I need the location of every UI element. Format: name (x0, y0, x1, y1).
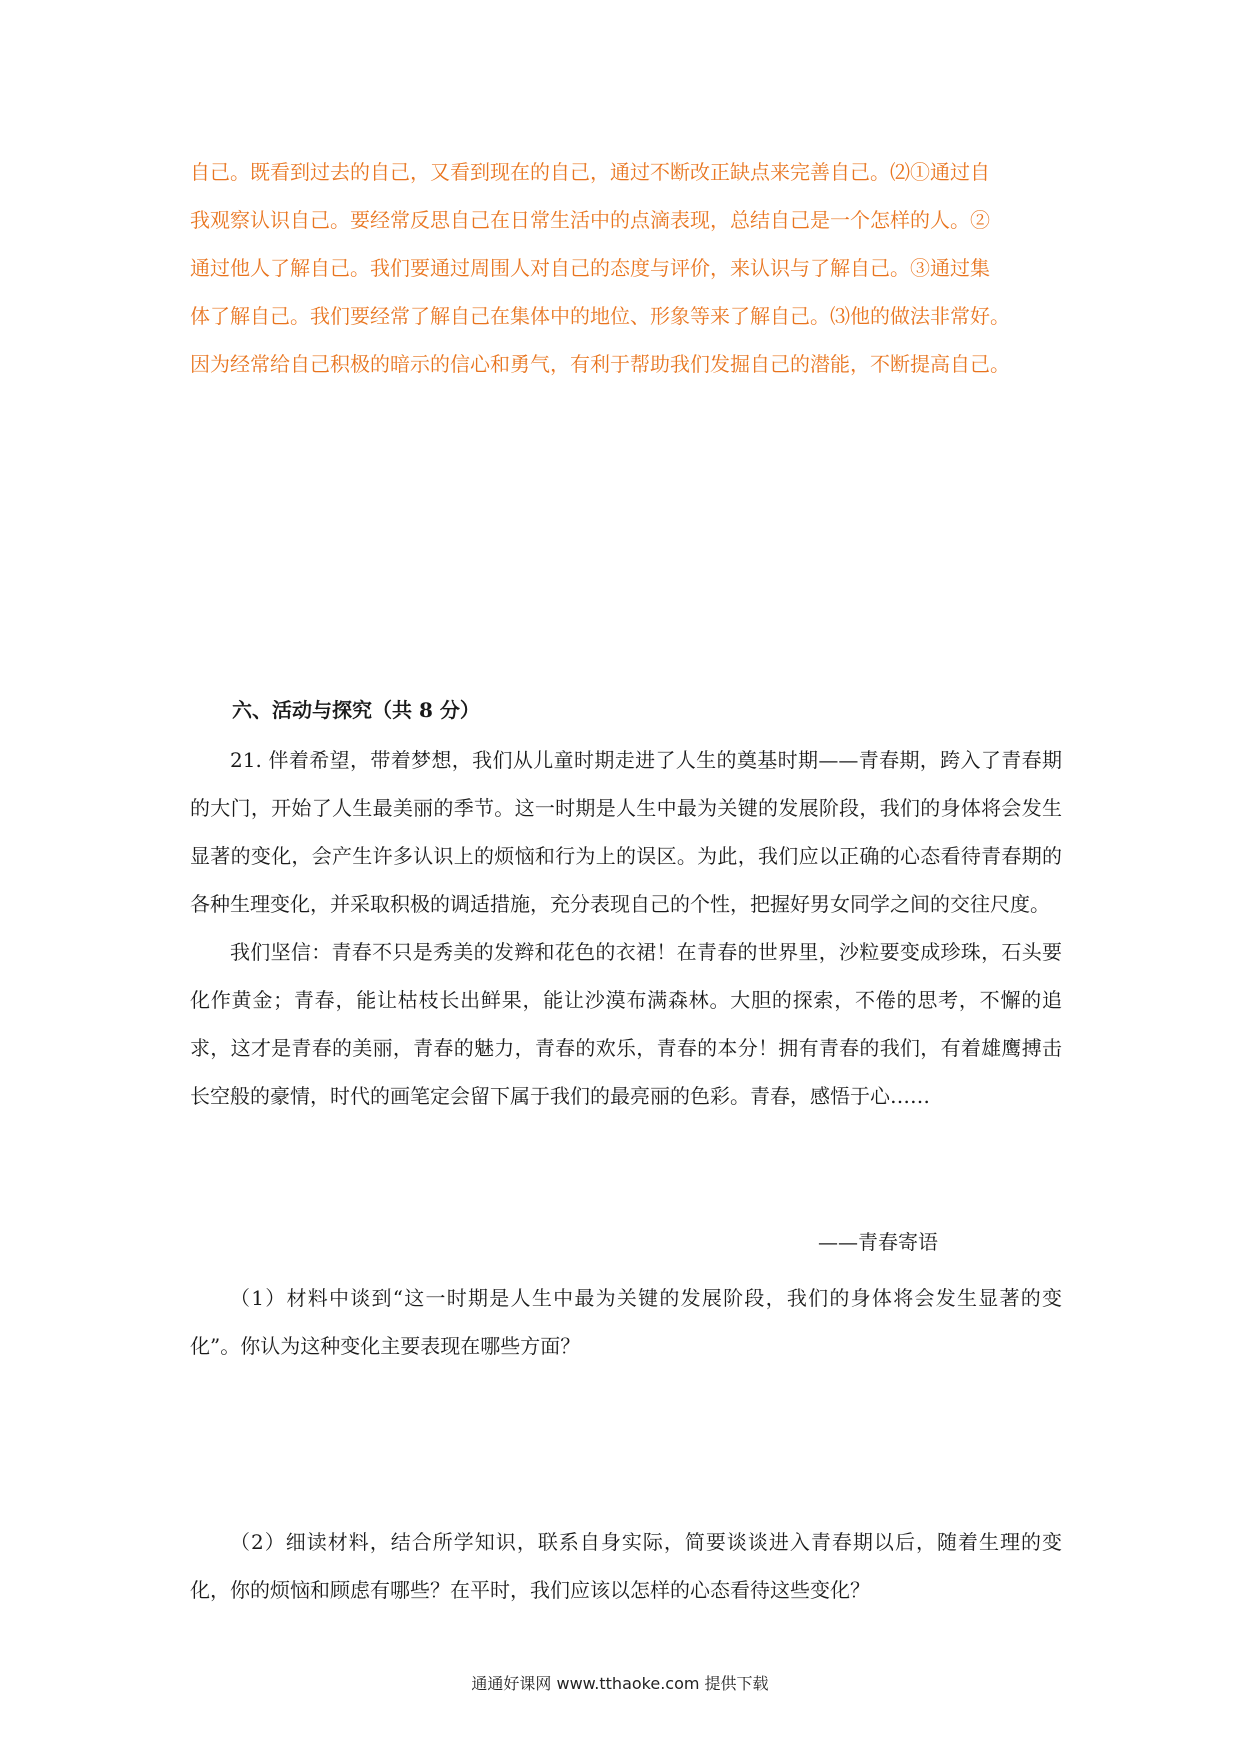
answer-line: 我观察认识自己。要经常反思自己在日常生活中的点滴表现，总结自己是一个怎样的人。② (190, 208, 990, 232)
page-footer: 通通好课网 www.tthaoke.com 提供下载 (471, 1674, 769, 1693)
material-signature: ——青春寄语 (818, 1230, 938, 1254)
question-2: （2）细读材料，结合所学知识，联系自身实际，简要谈谈进入青春期以后，随着生理的变化，你的烦恼和顾虑有哪些？在平时，我们应该以怎样的心态看待这些变化？ (190, 1530, 1062, 1602)
answer-line: 体了解自己。我们要经常了解自己在集体中的地位、形象等来了解自己。⑶他的做法非常好。 (190, 304, 1010, 328)
section-heading: 六、活动与探究（共 8 分） (232, 698, 480, 722)
material-block (190, 736, 1062, 1120)
answer-line: 通过他人了解自己。我们要通过周围人对自己的态度与评价，来认识与了解自己。③通过集 (190, 256, 990, 280)
material-paragraph-2: 我们坚信：青春不只是秀美的发辫和花色的衣裙！在青春的世界里，沙粒要变成珍珠，石头要化作黄金；青春，能让枯枝长出鲜果，能让沙漠布满森林。大胆的探索，不倦的思考，不懈的追求，这才是青春的美丽，青春的魅力，青春的欢乐，青春的本分！拥有青春的我们，有着雄鹰搏击长空般的豪情，时代的画笔定会留下属于我们的最亮丽的色彩。青春，感悟于心…… (190, 940, 1062, 1108)
answer-line: 自己。既看到过去的自己，又看到现在的自己，通过不断改正缺点来完善自己。⑵①通过自 (190, 160, 990, 184)
answer-block (190, 148, 1062, 388)
answer-line: 因为经常给自己积极的暗示的信心和勇气，有利于帮助我们发掘自己的潜能，不断提高自己。 (190, 352, 1010, 376)
question-1: （1）材料中谈到“这一时期是人生中最为关键的发展阶段，我们的身体将会发生显著的变化”。你认为这种变化主要表现在哪些方面？ (190, 1286, 1062, 1358)
material-paragraph-1: 21. 伴着希望，带着梦想，我们从儿童时期走进了人生的奠基时期——青春期，跨入了青春期的大门，开始了人生最美丽的季节。这一时期是人生中最为关键的发展阶段，我们的身体将会发生显著的变化，会产生许多认识上的烦恼和行为上的误区。为此，我们应以正确的心态看待青春期的各种生理变化，并采取积极的调适措施，充分表现自己的个性，把握好男女同学之间的交往尺度。 (190, 748, 1062, 916)
